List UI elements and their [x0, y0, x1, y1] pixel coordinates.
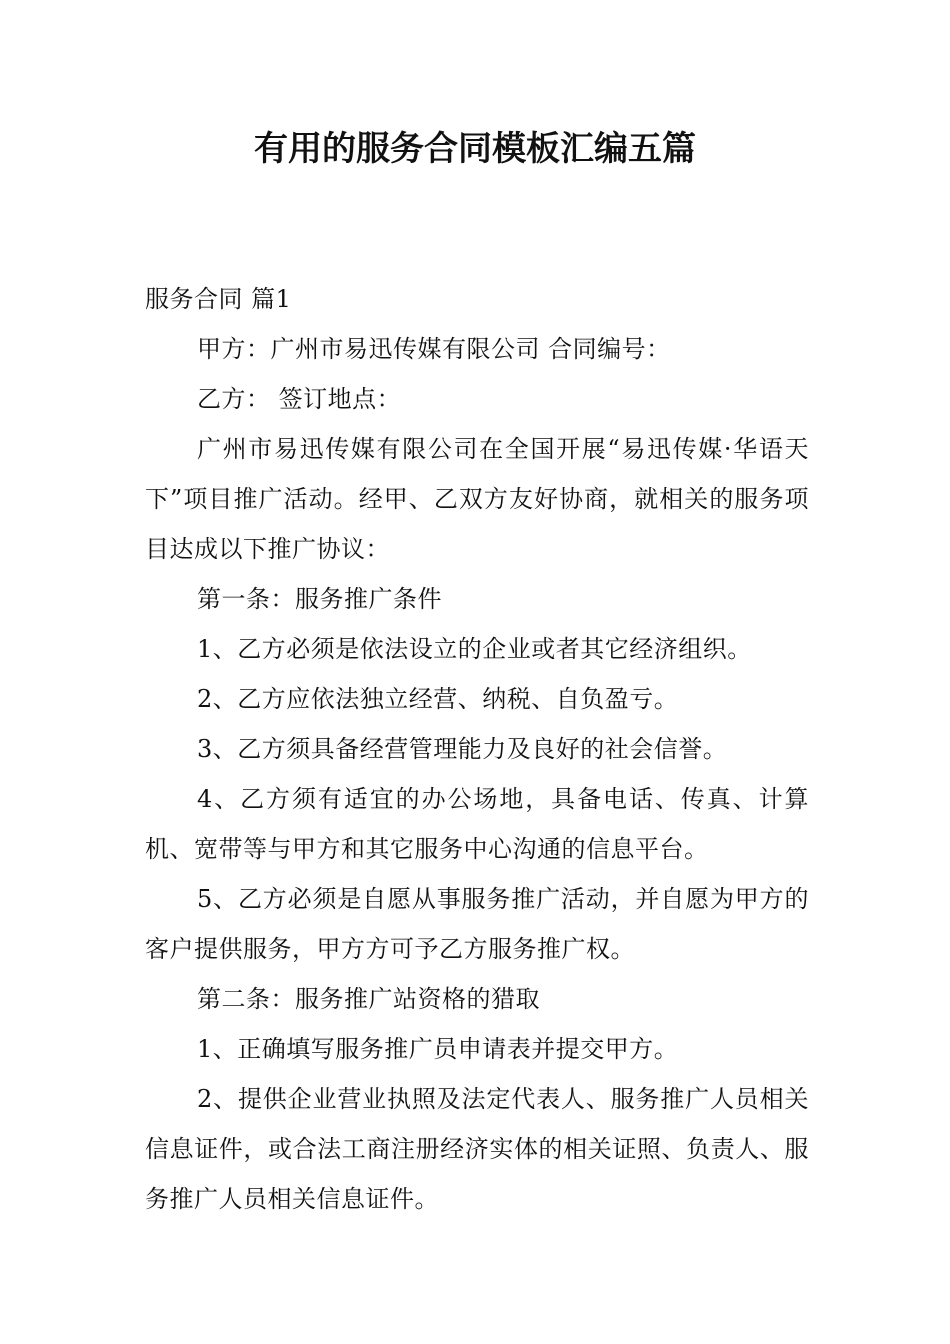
paragraph: 第一条：服务推广条件 [197, 585, 442, 613]
paragraph: 乙方： 签订地点： [197, 385, 402, 413]
paragraph: 4、乙方须有适宜的办公场地，具备电话、传真、计算机、宽带等与甲方和其它服务中心沟通的信息平台。 [145, 785, 809, 863]
paragraph: 2、乙方应依法独立经营、纳税、自负盈亏。 [197, 685, 679, 713]
document-body [145, 274, 809, 1224]
paragraph: 1、正确填写服务推广员申请表并提交甲方。 [197, 1035, 679, 1063]
paragraph: 甲方：广州市易迅传媒有限公司 合同编号： [197, 335, 671, 363]
document-title: 有用的服务合同模板汇编五篇 [254, 129, 696, 169]
paragraph: 2、提供企业营业执照及法定代表人、服务推广人员相关信息证件，或合法工商注册经济实体的相关证照、负责人、服务推广人员相关信息证件。 [145, 1085, 809, 1213]
paragraph: 5、乙方必须是自愿从事服务推广活动，并自愿为甲方的客户提供服务，甲方方可予乙方服务推广权。 [145, 885, 809, 963]
paragraph: 1、乙方必须是依法设立的企业或者其它经济组织。 [197, 635, 752, 663]
paragraph: 3、乙方须具备经营管理能力及良好的社会信誉。 [197, 735, 728, 763]
paragraph: 第二条：服务推广站资格的猎取 [197, 985, 540, 1013]
paragraph: 广州市易迅传媒有限公司在全国开展“易迅传媒·华语天下”项目推广活动。经甲、乙双方友好协商，就相关的服务项目达成以下推广协议： [145, 435, 809, 563]
paragraph: 服务合同 篇1 [145, 285, 292, 313]
